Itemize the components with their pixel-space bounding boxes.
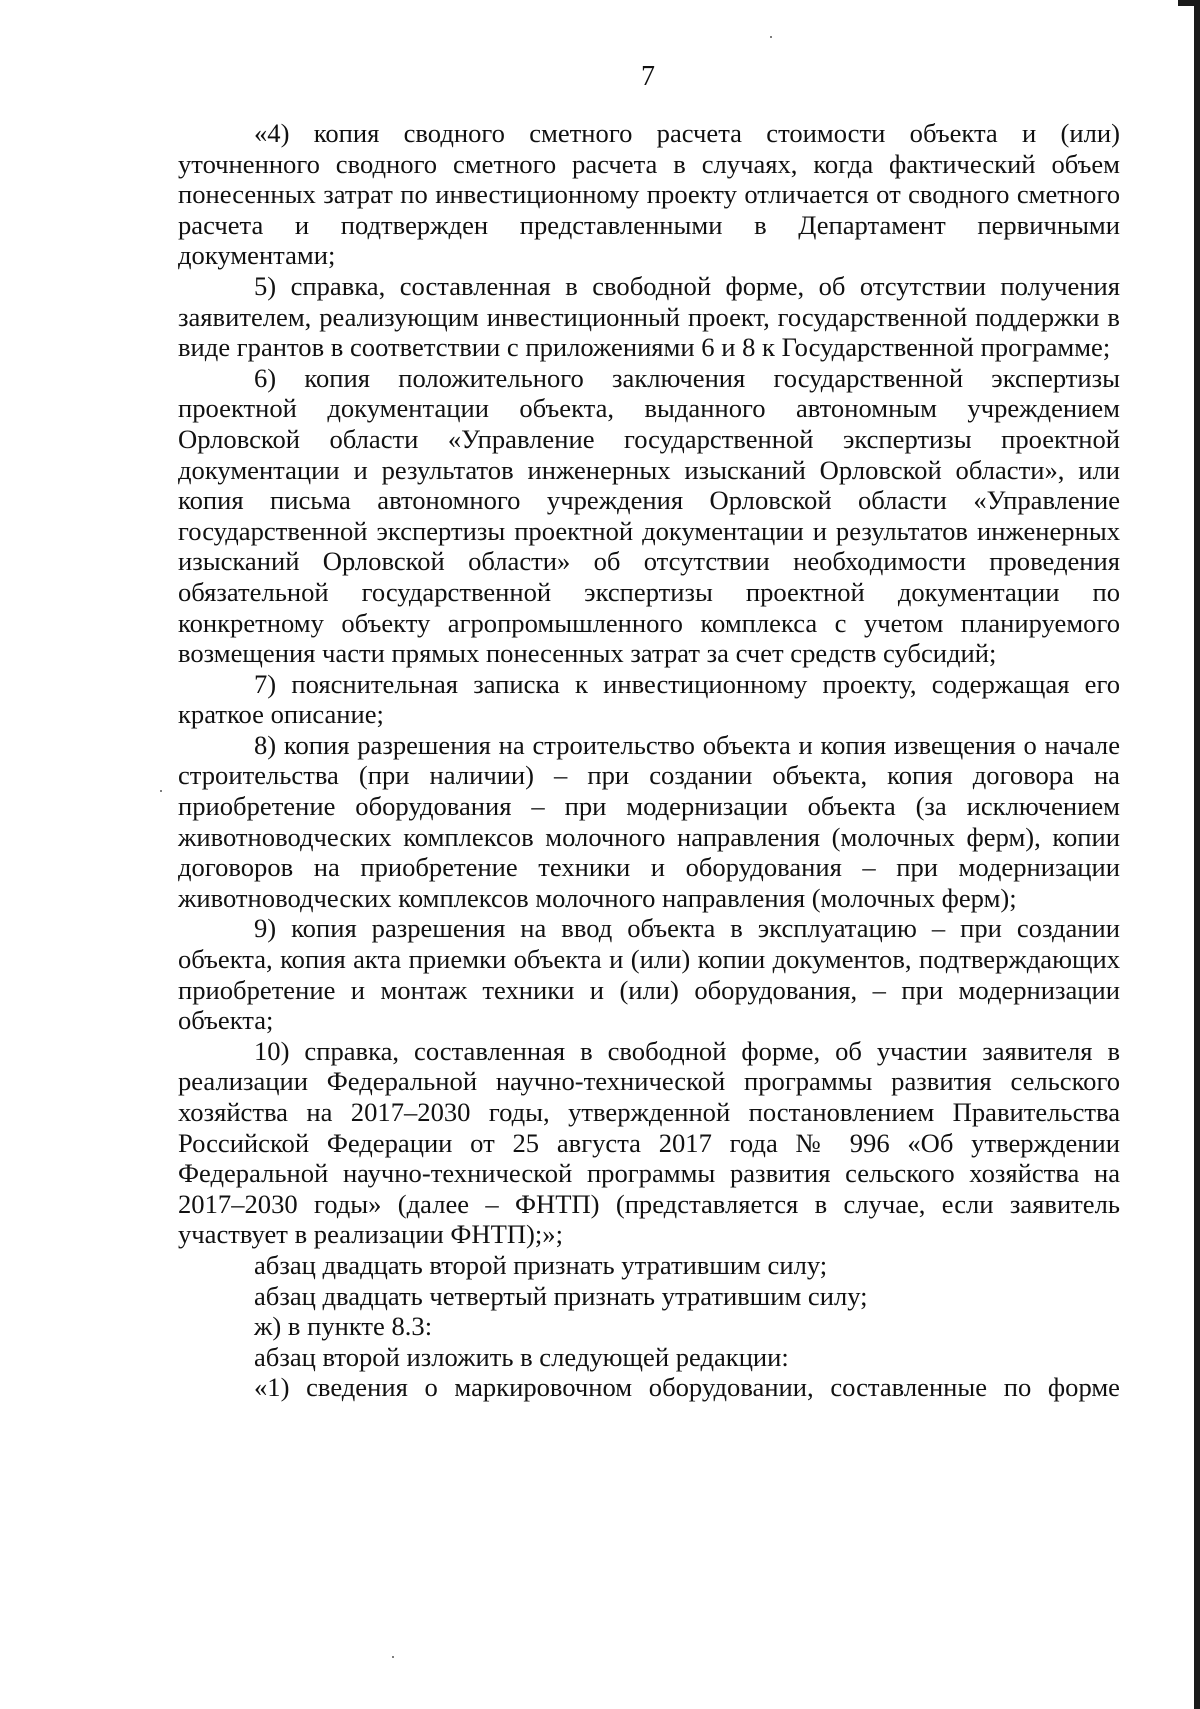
paragraph-item-9: 9) копия разрешения на ввод объекта в эксплуатацию – при создании объекта, копия акта приемки объекта и (или) копии документов, подтверждающих приобретение и монтаж техники и (или) оборудования, – при модернизации объекта; [178, 913, 1120, 1036]
paragraph-abzac-second: абзац второй изложить в следующей редакции: [254, 1341, 789, 1372]
paragraph-item-1-markirovka: «1) сведения о маркировочном оборудовании, составленные по форме [254, 1372, 1120, 1403]
scan-edge-tick [1178, 0, 1194, 6]
paragraph-abzac-22: абзац двадцать второй признать утратившим силу; [254, 1249, 828, 1280]
scan-speck [770, 36, 772, 38]
paragraph-abzac-24: абзац двадцать четвертый признать утратившим силу; [254, 1280, 868, 1311]
scan-speck [392, 1656, 394, 1658]
paragraph-subitem-zh: ж) в пункте 8.3: [254, 1311, 433, 1342]
paragraph-item-4: «4) копия сводного сметного расчета стоимости объекта и (или) уточненного сводного сметного расчета в случаях, когда фактический объем понесенных затрат по инвестиционному проекту отличается от сводного сметного расчета и подтвержден представленными в Департамент первичными документами; [178, 118, 1120, 271]
paragraph-item-6: 6) копия положительного заключения государственной экспертизы проектной документации объекта, выданного автономным учреждением Орловской области «Управление государственной экспертизы проектной документации и результатов инженерных изысканий Орловской области», или копия письма автономного учреждения Орловской области «Управление государственной экспертизы проектной документации и результатов инженерных изысканий Орловской области» об отсутствии необходимости проведения обязательной государственной экспертизы проектной документации по конкретному объекту агропромышленного комплекса с учетом планируемого возмещения части прямых понесенных затрат за счет средств субсидий; [178, 362, 1120, 669]
scan-edge-line [1194, 0, 1200, 1709]
paragraph-item-8: 8) копия разрешения на строительство объекта и копия извещения о начале строительства (при наличии) – при создании объекта, копия договора на приобретение оборудования – при модернизации объекта (за исключением животноводческих комплексов молочного направления (молочных ферм), копии договоров на приобретение техники и оборудования – при модернизации животноводческих комплексов молочного направления (молочных ферм); [178, 729, 1120, 913]
scan-speck [160, 790, 162, 792]
paragraph-item-5: 5) справка, составленная в свободной форме, об отсутствии получения заявителем, реализующим инвестиционный проект, государственной поддержки в виде грантов в соответствии с приложениями 6 и 8 к Государственной программе; [178, 270, 1120, 363]
paragraph-item-10: 10) справка, составленная в свободной форме, об участии заявителя в реализации Федеральной научно-технической программы развития сельского хозяйства на 2017–2030 годы, утвержденной постановлением Правительства Российской Федерации от 25 августа 2017 года № 996 «Об утверждении Федеральной научно-технической программы развития сельского хозяйства на 2017–2030 годы» (далее – ФНТП) (представляется в случае, если заявитель участвует в реализации ФНТП);»; [178, 1035, 1120, 1250]
page-number: 7 [641, 61, 655, 92]
document-body [178, 118, 1120, 1403]
paragraph-item-7: 7) пояснительная записка к инвестиционному проекту, содержащая его краткое описание; [178, 668, 1120, 730]
